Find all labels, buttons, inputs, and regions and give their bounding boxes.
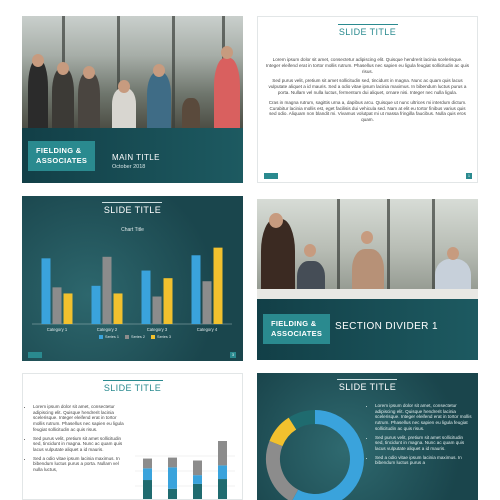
stack-segment xyxy=(168,458,177,468)
stack-segment xyxy=(193,461,202,476)
person-head xyxy=(32,54,44,67)
desk-items xyxy=(182,98,200,128)
stacked-bar-chart xyxy=(135,436,235,500)
title-rule xyxy=(102,202,162,203)
donut-slice xyxy=(276,424,293,444)
table xyxy=(257,289,478,299)
slide-chart[interactable] xyxy=(22,196,243,361)
category-label: Category 4 xyxy=(196,327,218,332)
slide-title-main[interactable] xyxy=(22,16,243,183)
paragraph: Cras in magna rutrum, sagittis urna a, dapibus arcu. Quisque ut nunc ultrices mi interdum dictum. Curabitur lacinia mollis est, eget facilisis dui vehicula sed. Nam at elit eu tortor finibus varius quis sed odio. Aliquam non blandit mi. Vivamus volutpat mi ut massa fringilla faucibus. Nulla quis eros quam. xyxy=(268,99,467,123)
stack-segment xyxy=(143,468,152,480)
bullet-list xyxy=(27,404,127,476)
stack-segment xyxy=(218,465,227,479)
person-head xyxy=(57,62,69,75)
window-frame xyxy=(387,199,390,299)
slide-title: SLIDE TITLE xyxy=(103,205,162,215)
bullet-item: • Sed a odio vitae ipsum lacinia maximus. In bibendum luctus purus a xyxy=(375,455,473,466)
bar xyxy=(153,297,162,324)
main-title: MAIN TITLE xyxy=(112,153,160,162)
chart-legend xyxy=(22,335,243,339)
person xyxy=(112,88,136,128)
person xyxy=(214,58,240,128)
category-label: Category 3 xyxy=(146,327,168,332)
slide-title: SLIDE TITLE xyxy=(338,382,397,392)
person xyxy=(261,219,295,299)
donut-slice xyxy=(273,444,295,496)
paragraph: Lorem ipsum dolor sit amet, consectetur adipiscing elit. Quisque hendrerit lacinia scelerisque. Integer eleifend erat in tortor mollis rutrum. Phasellus nec sapien eu ligula feugiat sollicitudin ac quis risus. xyxy=(266,57,469,74)
person xyxy=(28,60,48,128)
person-head xyxy=(153,64,165,77)
bar xyxy=(64,293,73,324)
title-rule xyxy=(103,380,163,381)
legend-swatch xyxy=(151,335,155,339)
slide-bullets-chart[interactable] xyxy=(22,373,243,500)
meeting-photo xyxy=(257,199,478,299)
bar-chart xyxy=(32,236,232,336)
stack-segment xyxy=(168,467,177,488)
bar xyxy=(53,287,62,324)
category-label: Category 1 xyxy=(46,327,68,332)
bar xyxy=(42,258,51,324)
donut-slice xyxy=(292,417,315,424)
bar xyxy=(103,257,112,324)
legend-label: Series 2 xyxy=(131,335,145,339)
slide-donut-chart[interactable] xyxy=(257,373,478,500)
brand-logo xyxy=(263,314,330,344)
stack-segment xyxy=(168,489,177,500)
bar xyxy=(114,293,123,324)
bullet-list xyxy=(369,403,473,469)
slide-section-divider[interactable] xyxy=(257,199,478,360)
footer-logo xyxy=(28,352,42,358)
bar xyxy=(192,255,201,324)
paragraph: Sed purus velit, pretium sit amet sollicitudin sed, tincidunt in magna. Nunc ac quam quis lacus vulputate aliquet a id mauris. Sed a odio vitae ipsum lacinia maximus. In bibendum luctus purus a porta. Nullam vel nulla luctus, fermentum dui aliquet, ornare nisi. Integer nec nulla ligula. xyxy=(268,78,467,95)
category-label: Category 2 xyxy=(96,327,118,332)
person-head xyxy=(447,247,459,260)
stack-segment xyxy=(218,441,227,465)
window-frame xyxy=(337,199,340,299)
office-team-photo xyxy=(22,16,243,128)
bullet-item: • Sed purus velit, pretium sit amet sollicitudin sed, tincidunt in magna. Nunc ac quam quis lacus vulputate aliquet a id mauris. xyxy=(33,436,127,453)
title-rule xyxy=(338,24,398,25)
window-frame xyxy=(172,16,175,128)
person-head xyxy=(304,244,316,257)
person-head xyxy=(221,46,233,59)
stack-segment xyxy=(143,480,152,500)
person-head xyxy=(361,231,373,244)
brand-line-2: ASSOCIATES xyxy=(271,329,323,338)
bar xyxy=(92,286,101,324)
stack-segment xyxy=(193,484,202,500)
person xyxy=(78,72,100,128)
slide-title: SLIDE TITLE xyxy=(103,383,162,393)
brand-line-1: FIELDING & xyxy=(36,146,82,155)
bar xyxy=(142,271,151,324)
legend-label: Series 3 xyxy=(157,335,171,339)
person xyxy=(52,68,74,128)
person-head xyxy=(83,66,95,79)
bullet-item: • Lorem ipsum dolor sit amet, consectetur adipiscing elit. Quisque hendrerit lacinia scelerisque. Integer eleifend erat in tortor mollis rutrum. Phasellus nec sapien eu ligula feugiat sollicitudin ac quis risus. xyxy=(33,404,127,433)
bullet-item: • Sed a odio vitae ipsum lacinia maximus. In bibendum luctus purus a porta. Nullam vel nulla luctus, xyxy=(33,456,127,473)
brand-line-2: ASSOCIATES xyxy=(36,156,88,165)
bar xyxy=(203,281,212,324)
body-text xyxy=(266,57,469,127)
title-rule xyxy=(337,379,397,380)
brand-logo xyxy=(28,141,95,171)
legend-label: Series 1 xyxy=(105,335,119,339)
chart-title: Chart Title xyxy=(121,227,144,233)
legend-swatch xyxy=(99,335,103,339)
bar xyxy=(214,248,223,324)
page-number: 1 xyxy=(466,173,472,179)
section-title: SECTION DIVIDER 1 xyxy=(335,321,438,332)
slide-title: SLIDE TITLE xyxy=(338,27,397,37)
bullet-item: • Sed purus velit, pretium sit amet sollicitudin sed, tincidunt in magna. Nunc ac quam quis lacus vulputate aliquet a id mauris. xyxy=(375,435,473,452)
donut-slice xyxy=(295,417,357,500)
stack-segment xyxy=(193,475,202,484)
stack-segment xyxy=(218,479,227,500)
person-head xyxy=(269,213,283,228)
donut-chart xyxy=(263,407,367,500)
bar xyxy=(164,278,173,324)
presentation-date: October 2018 xyxy=(112,164,146,170)
slide-text[interactable] xyxy=(257,16,478,183)
legend-swatch xyxy=(125,335,129,339)
footer-logo xyxy=(264,173,278,179)
person xyxy=(147,72,171,128)
person-head xyxy=(118,80,130,93)
bullet-item: • Lorem ipsum dolor sit amet, consectetur adipiscing elit. Quisque hendrerit lacinia scelerisque. Integer eleifend erat in tortor mollis rutrum. Phasellus nec sapien eu ligula feugiat sollicitudin ac quis risus. xyxy=(375,403,473,432)
stack-segment xyxy=(143,459,152,469)
brand-line-1: FIELDING & xyxy=(271,319,317,328)
page-number: 3 xyxy=(230,352,236,358)
